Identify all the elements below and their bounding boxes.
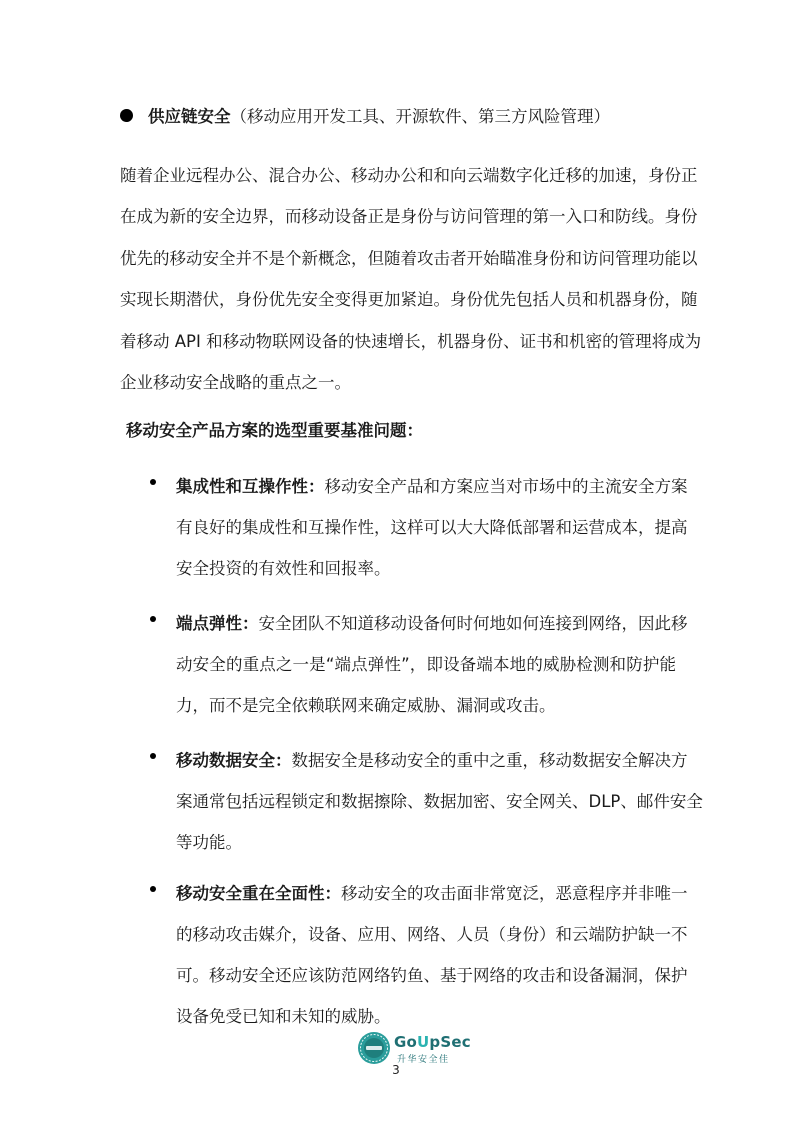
- criteria-line: [176, 873, 688, 914]
- bullet-icon: [150, 479, 156, 485]
- criteria-line: 案通常包括远程锁定和数据擦除、数据加密、安全网关、DLP、邮件安全: [176, 792, 703, 811]
- intro-line: 随着企业远程办公、混合办公、移动办公和和向云端数字化迁移的加速，身份正: [120, 166, 698, 185]
- criteria-item-text: [176, 466, 688, 589]
- criteria-item-text: [176, 740, 703, 863]
- criteria-line: 力，而不是完全依赖联网来确定威胁、漏洞或攻击。: [176, 696, 556, 715]
- criteria-line: 动安全的重点之一是“端点弹性”，即设备端本地的威胁检测和防护能: [176, 655, 676, 674]
- criteria-term: 移动安全重在全面性：: [176, 884, 341, 903]
- brand-subtitle: 升华安全佳: [397, 1055, 450, 1065]
- criteria-line: 可。移动安全还应该防范网络钓鱼、基于网络的攻击和设备漏洞，保护: [176, 966, 688, 985]
- criteria-heading: 移动安全产品方案的选型重要基准问题：: [126, 421, 423, 440]
- section-title: [148, 100, 610, 133]
- goupsec-logo-icon: [357, 1031, 391, 1065]
- page-number: 3: [392, 1063, 400, 1077]
- section-title-rest: （移动应用开发工具、开源软件、第三方风险管理）: [230, 107, 610, 126]
- criteria-term: 集成性和互操作性：: [176, 477, 325, 496]
- criteria-term: 移动数据安全：: [176, 751, 292, 770]
- bullet-icon: [150, 886, 156, 892]
- brand-name-pre: Go: [394, 1033, 418, 1051]
- criteria-line: [176, 740, 688, 781]
- criteria-item-text: [176, 873, 688, 1037]
- criteria-line: 的移动攻击媒介，设备、应用、网络、人员（身份）和云端防护缺一不: [176, 925, 688, 944]
- brand-name: [394, 1033, 471, 1051]
- section-bullet: [120, 109, 133, 122]
- criteria-term: 端点弹性：: [176, 614, 259, 633]
- criteria-line: 安全投资的有效性和回报率。: [176, 559, 391, 578]
- criteria-item-text: [176, 603, 688, 726]
- section-title-bold: 供应链安全: [148, 107, 231, 126]
- criteria-line-text: 安全团队不知道移动设备何时何地如何连接到网络，因此移: [258, 614, 688, 633]
- criteria-line: 设备免受已知和未知的威胁。: [176, 1007, 391, 1026]
- intro-line: 着移动 API 和移动物联网设备的快速增长，机器身份、证书和机密的管理将成为: [120, 331, 702, 351]
- brand-name-u: U: [417, 1033, 430, 1051]
- criteria-line: 有良好的集成性和互操作性，这样可以大大降低部署和运营成本，提高: [176, 518, 688, 537]
- intro-line: 实现长期潜伏，身份优先安全变得更加紧迫。身份优先包括人员和机器身份，随: [120, 290, 698, 310]
- intro-line: 优先的移动安全并不是个新概念，但随着攻击者开始瞄准身份和访问管理功能以: [120, 248, 698, 268]
- criteria-line-text: 移动安全的攻击面非常宽泛，恶意程序并非唯一: [341, 884, 688, 903]
- bullet-icon: [150, 753, 156, 759]
- intro-line: 在成为新的安全边界，而移动设备正是身份与访问管理的第一入口和防线。身份: [120, 207, 698, 227]
- intro-paragraph: [120, 155, 702, 403]
- criteria-line: [176, 466, 688, 507]
- criteria-line-text: 移动安全产品和方案应当对市场中的主流安全方案: [324, 477, 688, 496]
- criteria-line: [176, 603, 688, 644]
- criteria-line-text: 数据安全是移动安全的重中之重，移动数据安全解决方: [291, 751, 688, 770]
- criteria-line: 等功能。: [176, 833, 242, 852]
- brand-name-post: pSec: [429, 1033, 471, 1051]
- intro-line: 企业移动安全战略的重点之一。: [120, 372, 351, 392]
- bullet-icon: [150, 616, 156, 622]
